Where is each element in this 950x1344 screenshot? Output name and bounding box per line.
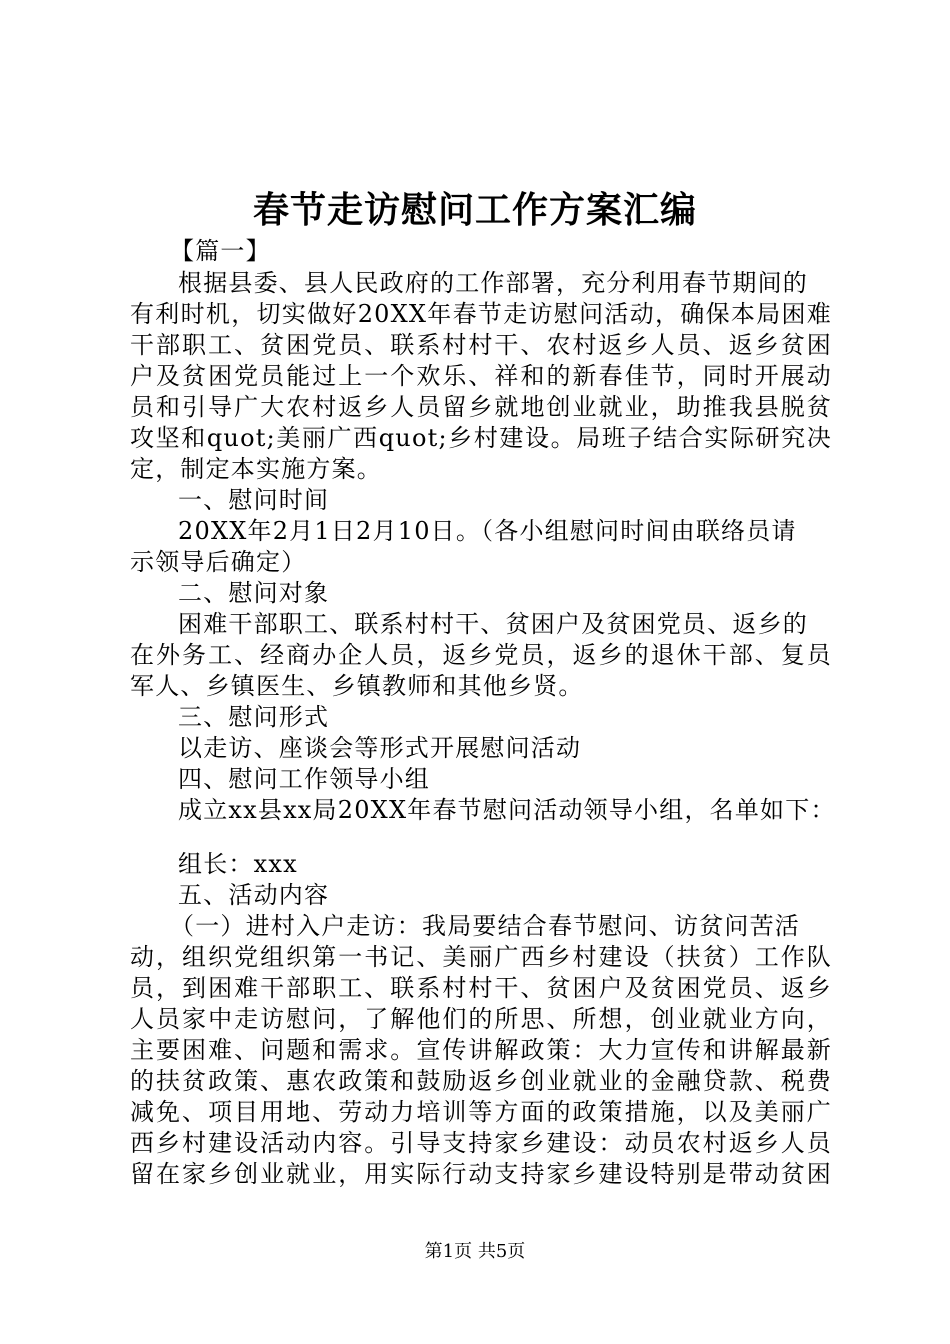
body-line: 主要困难、问题和需求。宣传讲解政策：大力宣传和讲解最新 [130, 1036, 832, 1064]
body-line: 西乡村建设活动内容。引导支持家乡建设：动员农村返乡人员 [130, 1129, 832, 1157]
body-line: 成立xx县xx局20XX年春节慰问活动领导小组，名单如下： [178, 796, 836, 824]
body-line: （一）进村入户走访：我局要结合春节慰问、访贫问苦活 [170, 912, 800, 940]
body-line: 以走访、座谈会等形式开展慰问活动 [178, 734, 582, 762]
body-line: 定，制定本实施方案。 [130, 455, 382, 483]
page-title: 春节走访慰问工作方案汇编 [252, 189, 697, 231]
body-line: 减免、项目用地、劳动力培训等方面的政策措施，以及美丽广 [130, 1098, 832, 1126]
section-heading: 二、慰问对象 [178, 579, 330, 607]
section-heading: 【篇一】 [170, 237, 271, 265]
body-line: 员，到困难干部职工、联系村村干、贫困户及贫困党员、返乡 [130, 974, 832, 1002]
body-line: 根据县委、县人民政府的工作部署，充分利用春节期间的 [178, 269, 808, 297]
section-heading: 一、慰问时间 [178, 486, 330, 514]
body-line: 困难干部职工、联系村村干、贫困户及贫困党员、返乡的 [178, 610, 808, 638]
body-line: 示领导后确定） [130, 548, 307, 576]
body-line: 留在家乡创业就业，用实际行动支持家乡建设特别是带动贫困 [130, 1160, 832, 1188]
body-line: 的扶贫政策、惠农政策和鼓励返乡创业就业的金融贷款、税费 [130, 1067, 832, 1095]
section-heading: 四、慰问工作领导小组 [178, 765, 430, 793]
body-line: 员和引导广大农村返乡人员留乡就地创业就业，助推我县脱贫 [130, 393, 832, 421]
body-line: 组长：xxx [178, 850, 298, 878]
body-line: 干部职工、贫困党员、联系村村干、农村返乡人员、返乡贫困 [130, 331, 832, 359]
page-number-footer: 第1页 共5页 [424, 1241, 526, 1262]
body-line: 军人、乡镇医生、乡镇教师和其他乡贤。 [130, 672, 584, 700]
body-line: 户及贫困党员能过上一个欢乐、祥和的新春佳节，同时开展动 [130, 362, 832, 390]
body-line: 动，组织党组织第一书记、美丽广西乡村建设（扶贫）工作队 [130, 943, 832, 971]
section-heading: 五、活动内容 [178, 881, 330, 909]
body-line: 人员家中走访慰问，了解他们的所思、所想，创业就业方向， [130, 1005, 832, 1033]
body-line: 有利时机，切实做好20XX年春节走访慰问活动，确保本局困难 [130, 300, 832, 328]
section-heading: 三、慰问形式 [178, 703, 330, 731]
body-line: 在外务工、经商办企人员，返乡党员，返乡的退休干部、复员 [130, 641, 832, 669]
body-line: 攻坚和quot;美丽广西quot;乡村建设。局班子结合实际研究决 [130, 424, 832, 452]
body-line: 20XX年2月1日2月10日。（各小组慰问时间由联络员请 [178, 517, 797, 545]
